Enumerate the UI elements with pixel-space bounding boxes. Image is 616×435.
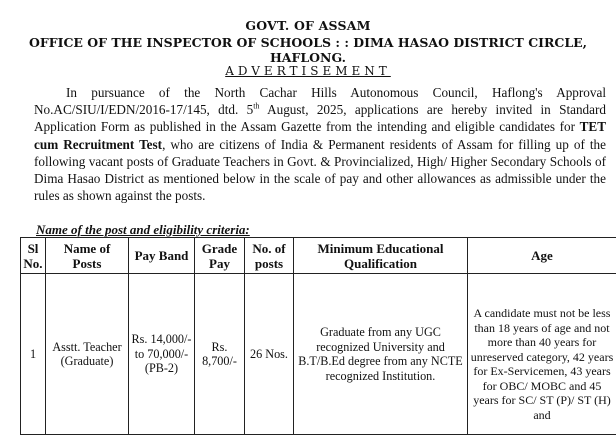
header-age: Age bbox=[468, 238, 616, 274]
header-min-qualification: Minimum Educational Qualification bbox=[294, 238, 468, 274]
criteria-heading: Name of the post and eligibility criteria: bbox=[36, 222, 250, 238]
cell-age bbox=[468, 274, 616, 435]
advertisement-body bbox=[34, 84, 606, 204]
cell-sl-no: 1 bbox=[21, 274, 46, 435]
header-name-of-posts: Name of Posts bbox=[46, 238, 129, 274]
cell-grade-pay: Rs. 8,700/- bbox=[195, 274, 245, 435]
header-sl-no: Sl No. bbox=[21, 238, 46, 274]
header-no-of-posts: No. of posts bbox=[245, 238, 294, 274]
header-pay-band: Pay Band bbox=[129, 238, 195, 274]
header-office: OFFICE OF THE INSPECTOR OF SCHOOLS : : DIMA HASAO DISTRICT CIRCLE, HAFLONG. bbox=[0, 35, 616, 65]
posts-table bbox=[20, 237, 616, 435]
advertisement-title: ADVERTISEMENT bbox=[0, 64, 616, 78]
table-row bbox=[21, 274, 616, 435]
body-bold-tet: TET cum Recruitment Test bbox=[34, 119, 606, 151]
body-text-part2: August, 2025, applications are hereby invited in Standard Application Form as published in the Assam Gazette from the intending and eligible candidates for bbox=[34, 102, 606, 134]
cell-pay-band: Rs. 14,000/- to 70,000/- (PB-2) bbox=[129, 274, 195, 435]
body-superscript: th bbox=[253, 102, 259, 111]
body-text-part3: , who are citizens of India & Permanent residents of Assam for filling up of the following vacant posts of Graduate Teachers in Govt. & Provincialized, High/ Higher Secondary Schools of Dima Hasao District as mentioned below in the scale of pay and other allowances as admissible under the rules as shown against the posts. bbox=[34, 137, 606, 204]
cell-no-of-posts: 26 Nos. bbox=[245, 274, 294, 435]
header-grade-pay: Grade Pay bbox=[195, 238, 245, 274]
cell-post-name: Asstt. Teacher (Graduate) bbox=[46, 274, 129, 435]
header-govt: GOVT. OF ASSAM bbox=[0, 18, 616, 33]
cell-qualification: Graduate from any UGC recognized University and B.T/B.Ed degree from any NCTE recognized Institution. bbox=[294, 274, 468, 435]
body-text-part1: In pursuance of the North Cachar Hills Autonomous Council, Haflong's Approval No.AC/SIU/I/EDN/2016-17/145, dtd. 5 bbox=[34, 85, 606, 117]
table-header-row bbox=[21, 238, 616, 274]
cell-age-text: A candidate must not be less than 18 years of age and not more than 40 years for unreserved category, 42 years for Ex-Servicemen, 43 years for OBC/ MOBC and 45 years for SC/ ST (P)/ ST (H) and bbox=[470, 306, 614, 422]
